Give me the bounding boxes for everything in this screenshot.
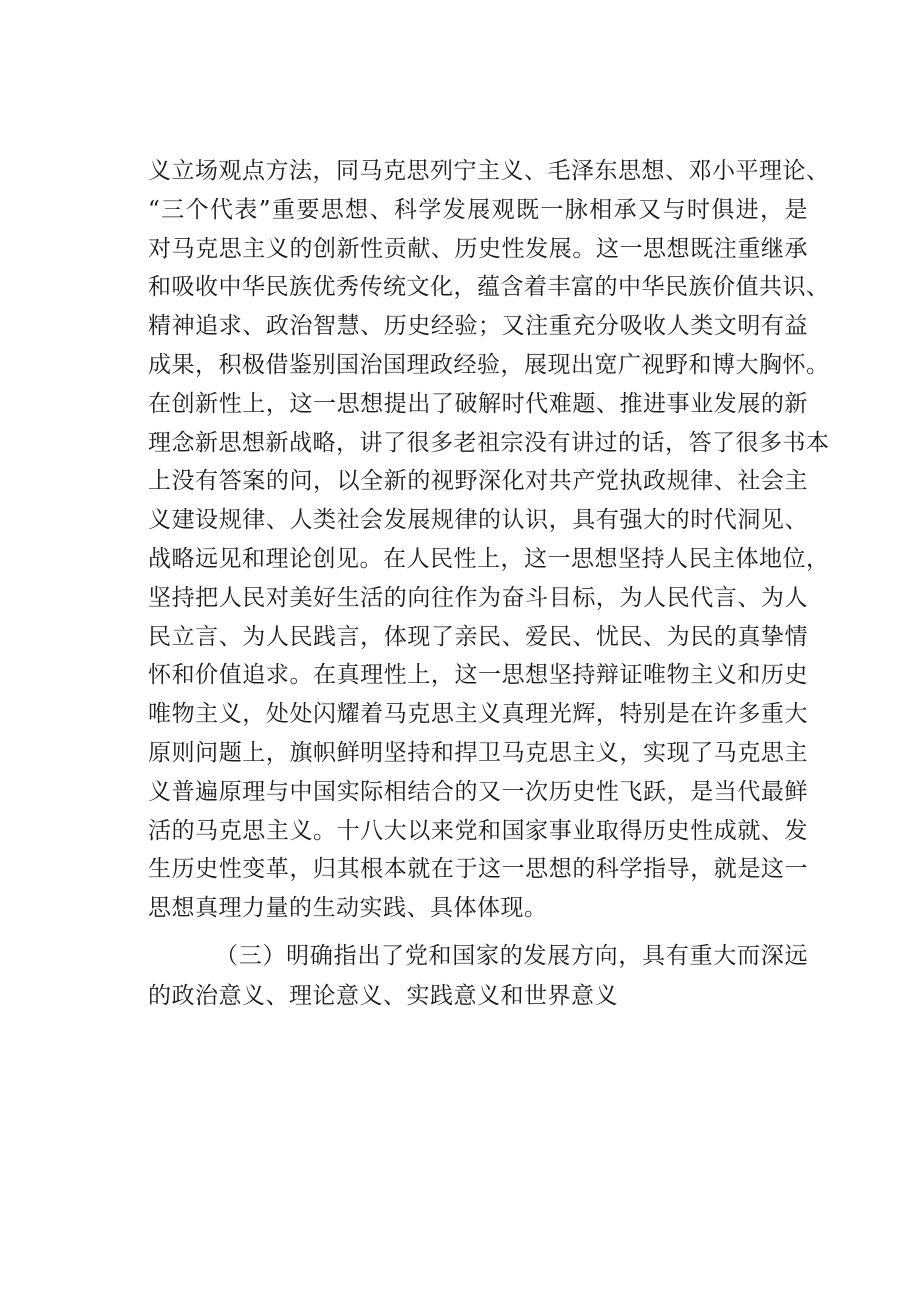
paragraph-line: 对马克思主义的创新性贡献、历史性发展。这一思想既注重继承	[148, 235, 808, 262]
paragraph-line: 战略远见和理论创见。在人民性上，这一思想坚持人民主体地位，	[148, 545, 830, 572]
paragraph-line: 义立场观点方法，同马克思列宁主义、毛泽东思想、邓小平理论、	[148, 158, 830, 184]
paragraph-line: 义建设规律、人类社会发展规律的认识，具有强大的时代洞见、	[148, 507, 808, 534]
paragraph-line: “三个代表”重要思想、科学发展观既一脉相承又与时俱进，是	[148, 196, 808, 223]
paragraph-line: 成果，积极借鉴别国治国理政经验，展现出宽广视野和博大胸怀。	[148, 351, 830, 378]
body-paragraph	[148, 152, 828, 928]
paragraph-line: 唯物主义，处处闪耀着马克思主义真理光辉，特别是在许多重大	[148, 701, 808, 728]
paragraph-line: 生历史性变革，归其根本就在于这一思想的科学指导，就是这一	[148, 856, 808, 883]
paragraph-line: 理念新思想新战略，讲了很多老祖宗没有讲过的话，答了很多书本	[148, 429, 830, 456]
document-text	[148, 152, 828, 1016]
paragraph-line: 和吸收中华民族优秀传统文化，蕴含着丰富的中华民族价值共识、	[148, 274, 830, 301]
paragraph-line: 原则问题上，旗帜鲜明坚持和捍卫马克思主义，实现了马克思主	[148, 739, 808, 766]
paragraph-line: 坚持把人民对美好生活的向往作为奋斗目标，为人民代言、为人	[148, 584, 808, 611]
paragraph-line: 活的马克思主义。十八大以来党和国家事业取得历史性成就、发	[148, 817, 808, 844]
section-heading-line: 的政治意义、理论意义、实践意义和世界意义	[148, 982, 618, 1009]
paragraph-line: 在创新性上，这一思想提出了破解时代难题、推进事业发展的新	[148, 390, 808, 417]
section-heading	[148, 936, 828, 1016]
paragraph-line-last: 思想真理力量的生动实践、具体体现。	[148, 895, 548, 922]
paragraph-line: 上没有答案的问，以全新的视野深化对共产党执政规律、社会主	[148, 468, 808, 495]
paragraph-line: 义普遍原理与中国实际相结合的又一次历史性飞跃，是当代最鲜	[148, 778, 808, 805]
section-heading-line: （三）明确指出了党和国家的发展方向，具有重大而深远	[215, 942, 808, 969]
paragraph-line: 民立言、为人民践言，体现了亲民、爱民、忧民、为民的真挚情	[148, 623, 808, 650]
paragraph-spacer	[148, 928, 828, 936]
paragraph-line: 精神追求、政治智慧、历史经验；又注重充分吸收人类文明有益	[148, 313, 808, 340]
paragraph-line: 怀和价值追求。在真理性上，这一思想坚持辩证唯物主义和历史	[148, 662, 808, 689]
